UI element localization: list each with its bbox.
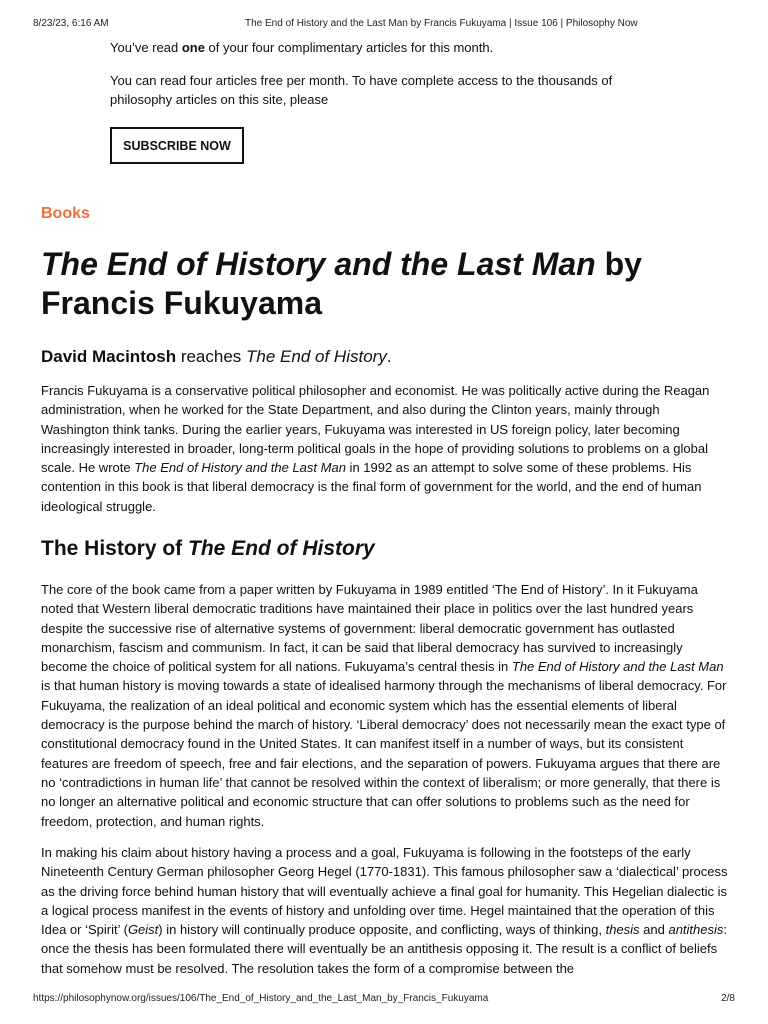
paragraph-text: in 1992 as an attempt to solve some of these problems. His contention in this book is that liberal democracy is the final form of government for the world, and the end of human ideological struggle. [41,460,702,514]
paragraph-text: In making his claim about history having a process and a goal, Fukuyama is following in the footsteps of the early Nineteenth Century German philosopher Georg Hegel (1770-1831). This famous philosopher saw a ‘dialectical’ process as the driving force behind human history that will eventually achieve a final goal for humanity. This Hegelian dialectic is a logical process manifest in the events of history and unfolding over time. Hegel maintained that the operation of this Idea or ‘Spirit’ ( [41,845,728,938]
section-heading-text: The History of [41,537,189,560]
print-url: https://philosophynow.org/issues/106/The_End_of_History_and_the_Last_Man_by_Francis_Fukuyama [33,993,489,1004]
paragraph-text: ) in history will continually produce opposite, and conflicting, ways of thinking, [158,922,606,938]
paragraph-text: is that human history is moving towards a state of idealised harmony through the mechanisms of liberal democracy. For Fukuyama, the realization of an ideal political and economic system which has the essential elements of liberal democracy is the purpose behind the march of history. ‘Liberal democracy’ does not necessarily mean the exact type of constitutional democracy found in the United States. It can manifest itself in a number of ways, but its consistent features are freedom of speech, free and fair elections, and the separation of powers. Fukuyama argues that there are no ‘contradictions in human life’ that cannot be resolved within the context of liberalism; or more generally, that there is no longer an alternative political and economic structure that can offer solutions to problems such as the need for freedom, protection, and human rights. [41,678,727,829]
paragraph-hegel [41,843,731,978]
paywall-text-pre: You’ve read [110,40,182,55]
paywall-count: one [181,40,205,55]
section-heading-italic: The End of History [188,537,375,560]
paragraph-text: Francis Fukuyama is a conservative political philosopher and economist. He was politically active during the Reagan administration, when he worked for the State Department, and also during the Clinton years, mainly through Washington think tanks. During the earlier years, Fukuyama was interested in US foreign policy, later becoming increasingly interested in broader, long-term political goals in the hope of providing solutions to problems on a global scale. He wrote [41,383,710,476]
paragraph-book-title: The End of History and the Last Man [511,659,724,675]
paragraph-term-geist: Geist [127,922,159,938]
paragraph-text: : once the thesis has been formulated there will eventually be an antithesis opposing it. The result is a conflict of beliefs that somehow must be resolved. The resolution takes the form of a compromise between the [41,922,728,976]
subscribe-now-button[interactable]: SUBSCRIBE NOW [110,127,244,164]
paragraph-text: and [639,922,669,938]
paywall-info-text: You can read four articles free per month. To have complete access to the thousands of philosophy articles on this site, please [110,73,613,107]
paragraph-term-thesis: thesis [605,922,640,938]
byline-verb: reaches [176,347,247,366]
paywall-text-post: of your four complimentary articles for this month. [204,40,494,55]
category-link-books[interactable]: Books [41,205,90,222]
paragraph-text: The core of the book came from a paper written by Fukuyama in 1989 entitled ‘The End of History’. In it Fukuyama noted that Western liberal democratic traditions have maintained their place in politics over the last hundred years despite the successive rise of alternative systems of government: liberal democratic government has outlasted monarchism, fascism and communism. In fact, it can be said that liberal democracy has survived to increasingly become the choice of political system for all nations. Fukuyama’s central thesis in [41,582,698,675]
section-heading [41,535,375,563]
print-datetime: 8/23/23, 6:16 AM [33,18,109,29]
print-page-number: 2/8 [721,993,735,1004]
byline-author[interactable]: David Macintosh [41,347,177,366]
byline [41,345,392,369]
byline-end: . [386,347,392,366]
article-title-author: by Francis Fukuyama [41,246,642,321]
paywall-count-text [110,38,493,57]
article-title-book: The End of History and the Last Man [41,246,596,282]
byline-work: The End of History [246,347,387,366]
print-page-title: The End of History and the Last Man by Francis Fukuyama | Issue 106 | Philosophy Now [245,18,638,29]
paragraph-term-antithesis: antithesis [668,922,724,938]
paragraph-core [41,580,731,831]
paragraph-book-title: The End of History and the Last Man [134,460,346,476]
article-title [41,245,731,323]
paragraph-intro [41,381,731,516]
